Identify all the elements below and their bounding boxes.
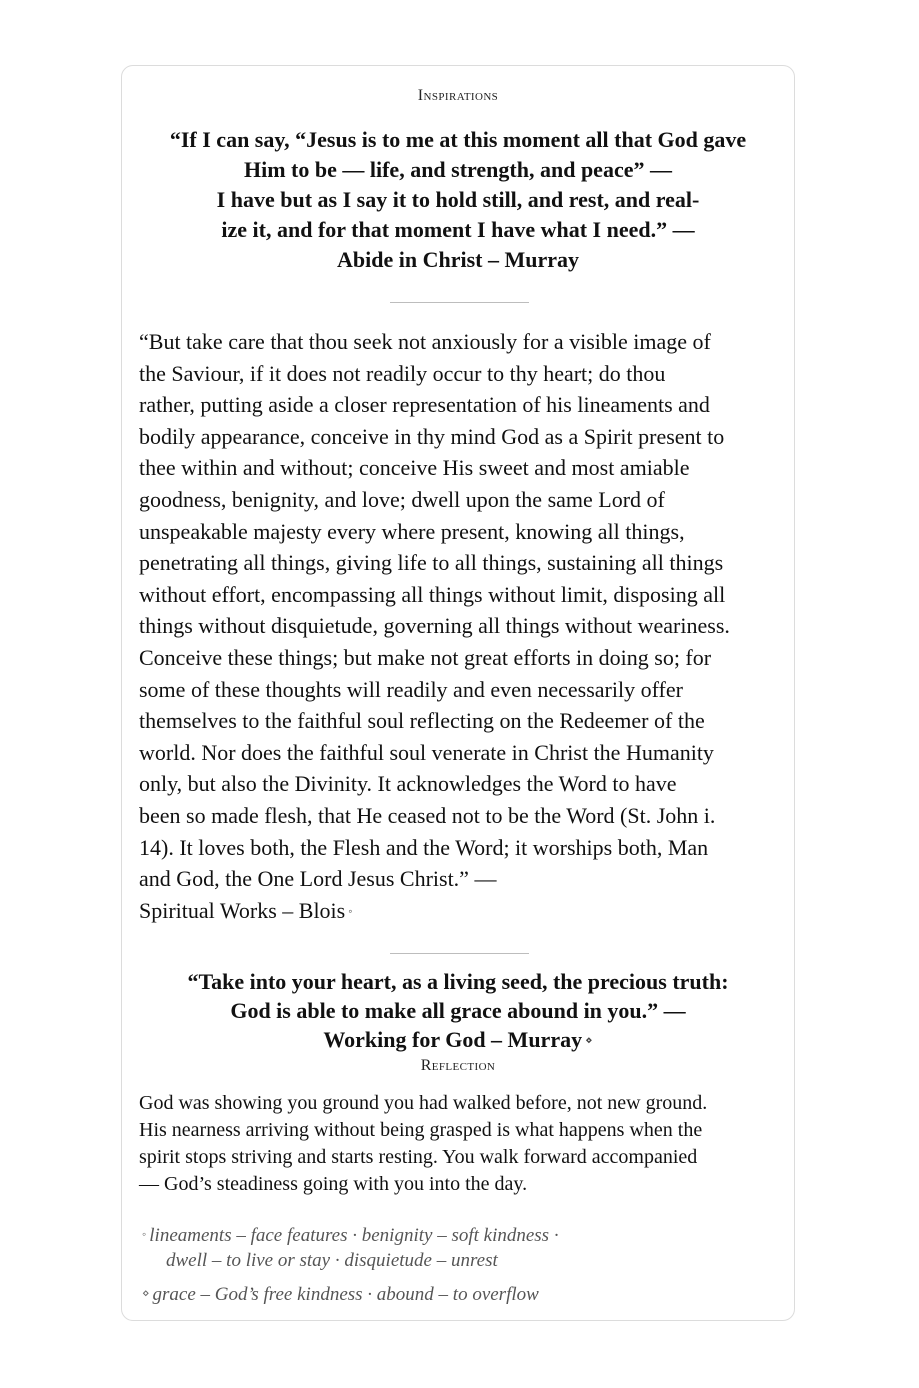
passage-line: goodness, benignity, and love; dwell upon the same Lord of xyxy=(139,486,665,512)
quote-line: Him to be — life, and strength, and peace” — xyxy=(244,157,672,182)
reflection-line: — God’s steadiness going with you into the day. xyxy=(139,1173,528,1195)
reflection-text xyxy=(139,1090,707,1198)
passage-line: been so made flesh, that He ceased not to be the Word (St. John i. xyxy=(139,802,716,828)
footnote-marker-circle: ◦ xyxy=(348,903,353,918)
passage-quote xyxy=(139,326,730,926)
section-title-inspirations: Inspirations xyxy=(417,87,499,104)
passage-line: themselves to the faithful soul reflecting on the Redeemer of the xyxy=(139,708,705,734)
divider xyxy=(390,953,529,954)
quote-attribution: Abide in Christ – Murray xyxy=(337,247,579,272)
passage-line: the Saviour, if it does not readily occur to thy heart; do thou xyxy=(139,360,666,386)
passage-attribution xyxy=(139,895,730,927)
section-title-reflection: Reflection xyxy=(420,1057,496,1074)
closing-quote xyxy=(122,967,794,1054)
devotional-card xyxy=(121,65,795,1321)
footnote-marker-diamond: ⋄ xyxy=(142,1286,150,1300)
quote-line: “If I can say, “Jesus is to me at this moment all that God gave xyxy=(169,127,747,152)
glossary-text: grace – God’s free kindness · abound – to overflow xyxy=(152,1284,539,1305)
passage-line: penetrating all things, giving life to all things, sustaining all things xyxy=(139,550,724,576)
reflection-line: His nearness arriving without being grasped is what happens when the xyxy=(139,1119,703,1141)
glossary-line xyxy=(142,1223,559,1248)
glossary-line xyxy=(142,1282,539,1307)
attribution-text: Working for God – Murray xyxy=(323,1027,583,1052)
passage-line: things without disquietude, governing all things without weariness. xyxy=(139,613,730,639)
passage-line: 14). It loves both, the Flesh and the Word; it worships both, Man xyxy=(139,834,709,860)
glossary-note xyxy=(142,1282,539,1307)
attribution-text: Spiritual Works – Blois xyxy=(139,897,346,923)
glossary-note xyxy=(142,1223,559,1273)
reflection-line: God was showing you ground you had walked before, not new ground. xyxy=(139,1092,708,1114)
passage-line: rather, putting aside a closer representation of his lineaments and xyxy=(139,392,710,418)
passage-line: some of these thoughts will readily and even necessarily offer xyxy=(139,676,683,702)
passage-line: bodily appearance, conceive in thy mind God as a Spirit present to xyxy=(139,423,725,449)
passage-line: and God, the One Lord Jesus Christ.” — xyxy=(139,866,497,892)
quote-line: “Take into your heart, as a living seed, the precious truth: xyxy=(187,969,729,994)
passage-line: only, but also the Divinity. It acknowledges the Word to have xyxy=(139,771,677,797)
footnote-marker-circle: ◦ xyxy=(142,1227,147,1241)
passage-line: unspeakable majesty every where present, knowing all things, xyxy=(139,518,685,544)
quote-line: God is able to make all grace abound in you.” — xyxy=(230,998,686,1023)
quote-attribution xyxy=(122,1025,794,1054)
reflection-line: spirit stops striving and starts resting. You walk forward accompanied xyxy=(139,1146,698,1168)
divider xyxy=(390,302,529,303)
passage-line: “But take care that thou seek not anxiously for a visible image of xyxy=(139,329,711,354)
passage-line: thee within and without; conceive His sweet and most amiable xyxy=(139,455,690,481)
passage-line: world. Nor does the faithful soul venerate in Christ the Humanity xyxy=(139,739,714,765)
passage-line: without effort, encompassing all things without limit, disposing all xyxy=(139,581,726,607)
glossary-line: dwell – to live or stay · disquietude – unrest xyxy=(166,1250,498,1271)
glossary-text: lineaments – face features · benignity – soft kindness · xyxy=(149,1225,559,1246)
quote-line: ize it, and for that moment I have what I need.” — xyxy=(221,217,695,242)
quote-line: I have but as I say it to hold still, and rest, and real- xyxy=(216,187,700,212)
featured-quote xyxy=(122,125,794,275)
passage-line: Conceive these things; but make not great efforts in doing so; for xyxy=(139,644,712,670)
footnote-marker-diamond: ⋄ xyxy=(585,1033,593,1047)
